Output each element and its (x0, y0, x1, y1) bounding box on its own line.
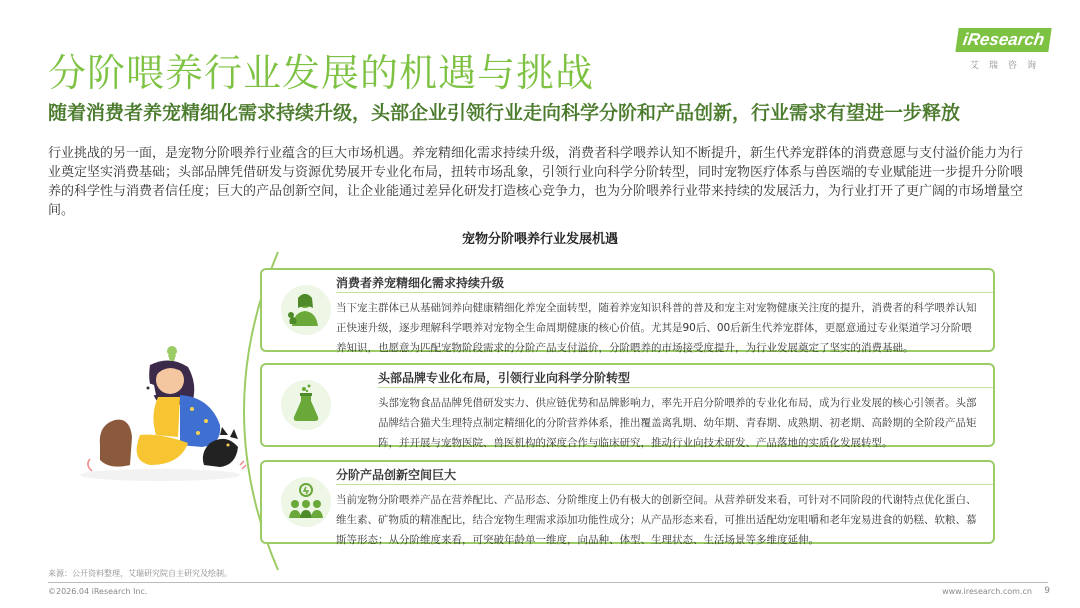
source-note: 来源：公开资料整理，艾瑞研究院自主研究及绘制。 (48, 569, 232, 578)
card-title-divider (336, 292, 993, 293)
opportunity-card-innovation (260, 460, 995, 544)
girl-with-pets-illustration (70, 325, 250, 485)
diagram-title: 宠物分阶喂养行业发展机遇 (461, 232, 618, 247)
flask-icon (280, 379, 332, 431)
page-subtitle: 随着消费者养宠精细化需求持续升级，头部企业引领行业走向科学分阶和产品创新，行业需求有望进一步释放 (48, 102, 961, 124)
card-body: 头部宠物食品品牌凭借研发实力、供应链优势和品牌影响力，率先开启分阶喂养的专业化布局，成为行业发展的核心引领者。头部品牌结合猫犬生理特点制定精细化的分阶营养体系，推出覆盖离乳期、幼年期、青春期、成熟期、初老期、高龄期的全阶段产品矩阵，并开展与宠物医院、兽医机构的深度合作与临床研究，推动行业向技术研发、产品落地的实质化发展转型。 (378, 397, 977, 449)
footer-divider (48, 582, 1048, 583)
card-title: 头部品牌专业化布局，引领行业向科学分阶转型 (378, 371, 631, 385)
card-body: 当前宠物分阶喂养产品在营养配比、产品形态、分阶维度上仍有极大的创新空间。从营养研发来看，可针对不同阶段的代谢特点优化蛋白、维生素、矿物质的精准配比，结合宠物生理需求添加功能性成分；从产品形态来看，可推出适配幼宠咀嚼和老年宠易进食的奶糕、软粮、慕斯等形态；从分阶维度来看，可突破年龄单一维度，向品种、体型、生理状态、生活场景等多维度延伸。 (336, 494, 977, 546)
page-number: 9 (1044, 586, 1050, 596)
team-idea-icon (280, 476, 332, 528)
opportunity-card-brands (260, 363, 995, 447)
card-title: 消费者养宠精细化需求持续升级 (336, 276, 505, 290)
iresearch-logo: iResearch (955, 28, 1052, 52)
brand-cn-name: 艾瑞咨询 (969, 61, 1046, 71)
website-link[interactable]: www.iresearch.com.cn (942, 587, 1032, 596)
card-title-divider (378, 387, 993, 388)
copyright: ©2026.04 iResearch Inc. (48, 587, 148, 596)
opportunity-cards (240, 250, 1020, 572)
card-title-divider (336, 484, 993, 485)
page-title: 分阶喂养行业发展的机遇与挑战 (48, 51, 595, 95)
card-title: 分阶产品创新空间巨大 (336, 468, 457, 482)
opportunity-card-consumer (260, 268, 995, 352)
card-body: 当下宠主群体已从基础饲养向健康精细化养宠全面转型，随着养宠知识科普的普及和宠主对宠物健康关注度的提升，消费者的科学喂养认知正快速升级，逐步理解科学喂养对宠物全生命周期健康的核心价值。尤其是90后、00后新生代养宠群体，更愿意通过专业渠道学习分阶喂养知识，也愿意为匹配宠物阶段需求的分阶产品支付溢价，分阶喂养的市场接受度提升，为行业发展奠定了坚实的消费基础。 (336, 302, 977, 354)
person-with-pet-icon (280, 284, 332, 336)
intro-paragraph: 行业挑战的另一面，是宠物分阶喂养行业蕴含的巨大市场机遇。养宠精细化需求持续升级，消费者科学喂养认知不断提升，新生代养宠群体的消费意愿与支付溢价能力为行业奠定坚实消费基础；头部品牌凭借研发与资源优势展开专业化布局，扭转市场乱象，引领行业向科学分阶转型，同时宠物医疗体系与兽医端的专业赋能进一步提升分阶喂养的科学性与消费者信任度；巨大的产品创新空间，让企业能通过差异化研发打造核心竞争力，也为分阶喂养行业带来持续的发展活力，为行业打开了更广阔的市场增量空间。 (48, 146, 1024, 218)
